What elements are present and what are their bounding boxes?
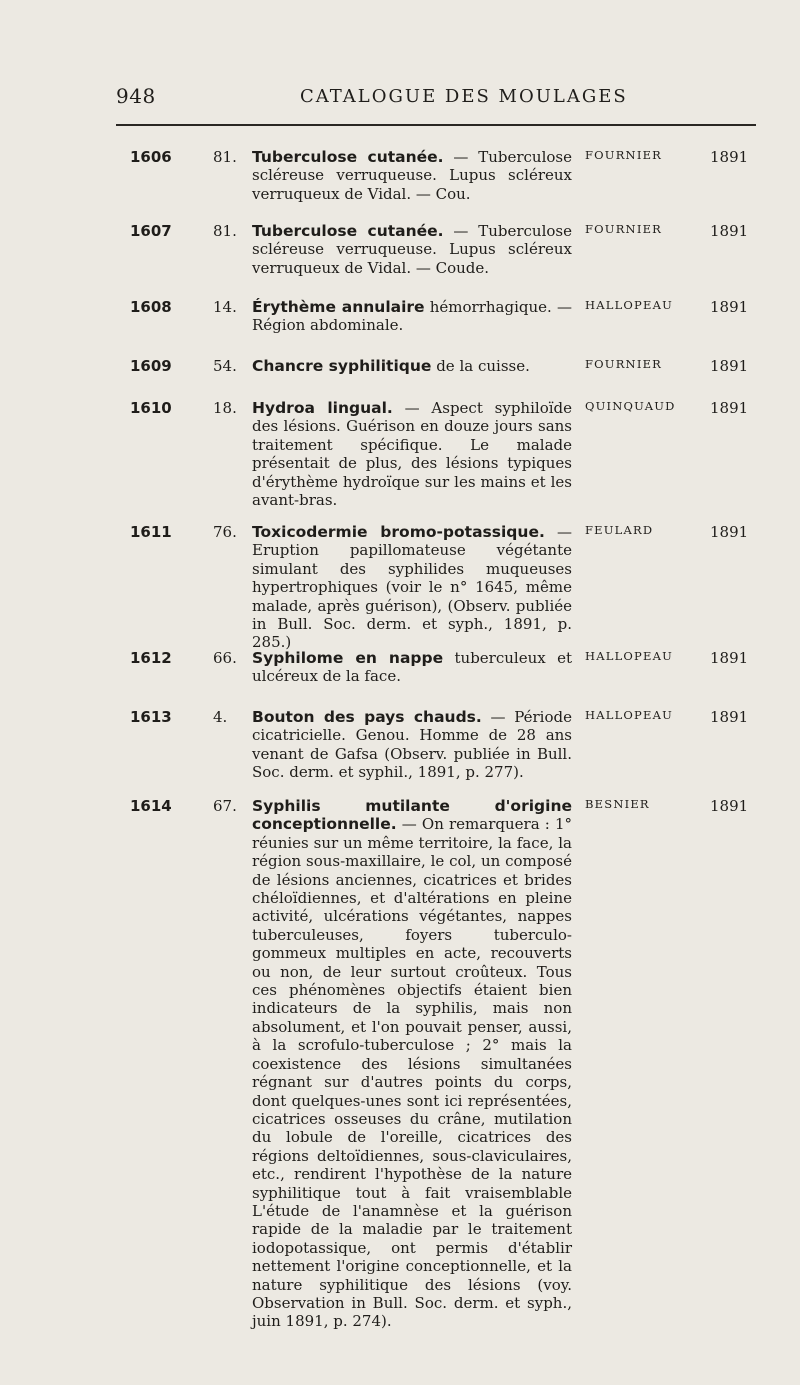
plate-number: 18. [213,399,237,417]
plate-number: 76. [213,523,237,541]
entry-text: tuberculeux et ulcéreux de la face. [252,649,572,686]
entry-title: Tuberculose cutanée. [252,222,444,240]
entry-year: 1891 [710,298,749,316]
entry-year: 1891 [710,523,749,541]
entry-number: 1611 [130,523,172,541]
entry-title: Hydroa lingual. [252,399,393,417]
entry-year: 1891 [710,357,749,375]
entry-number: 1610 [130,399,172,417]
entry-description [252,148,572,203]
entry-author: QUINQUAUD [585,399,676,413]
running-head: CATALOGUE DES MOULAGES [300,86,628,107]
entry-year: 1891 [710,649,749,667]
entry-title: Tuberculose cutanée. [252,148,444,166]
entry-description [252,298,572,335]
entry-year: 1891 [710,222,749,240]
plate-number: 67. [213,797,237,815]
entry-text: — Tuberculose scléreuse verruqueuse. Lupus scléreux verruqueux de Vidal. — Coude. [252,222,572,277]
page-number: 948 [116,84,156,108]
entry-number: 1614 [130,797,172,815]
entry-number: 1612 [130,649,172,667]
entry-author: FEULARD [585,523,654,537]
entry-text: — Aspect syphiloïde des lésions. Guérison en douze jours sans traitement spécifique. Le malade présentait de plus, des lésions typiques d'érythème hydroïque sur les mains et les avant-bras. [252,399,572,510]
entry-title: Chancre syphilitique [252,357,432,375]
entry-description [252,708,572,782]
entry-number: 1608 [130,298,172,316]
entry-year: 1891 [710,148,749,166]
entry-description [252,523,572,652]
entry-year: 1891 [710,708,749,726]
plate-number: 4. [213,708,228,726]
plate-number: 54. [213,357,237,375]
entry-author: FOURNIER [585,148,663,162]
entry-text: — Tuberculose scléreuse verruqueuse. Lupus scléreux verruqueux de Vidal. — Cou. [252,148,572,203]
entry-text: — Eruption papillomateuse végétante simulant des syphilides muqueuses hypertrophiques (voir le n° 1645, même malade, après guérison), (Observ. publiée in Bull. Soc. derm. et syph., 1891, p. 285.) [252,523,572,652]
entry-number: 1607 [130,222,172,240]
entry-text: de la cuisse. [436,357,530,375]
entry-number: 1613 [130,708,172,726]
entry-author: FOURNIER [585,357,663,371]
entry-year: 1891 [710,797,749,815]
entry-year: 1891 [710,399,749,417]
entry-author: HALLOPEAU [585,708,673,722]
entry-title: Bouton des pays chauds. [252,708,482,726]
entry-text: — On remarquera : 1° réunies sur un même territoire, la face, la région sous-maxillaire, le col, un composé de lésions anciennes, cicatrices et brides chéloïdiennes, et d'altérations en pleine activité, ulcérations végétantes, nappes tuberculeuses, foyers tuberculo-gommeux multiples en acte, recouverts ou non, de leur surtout croûteux. Tous ces phénomènes objectifs étaient bien indicateurs de la syphilis, mais non absolument, et l'on pouvait penser, aussi, à la scrofulo-tuberculose ; 2° mais la coexistence des lésions simultanées régnant sur d'autres points du corps, dont quelques-unes sont ici représentées, cicatrices osseuses du crâne, mutilation du lobule de l'oreille, cicatrices des régions deltoïdiennes, sous-claviculaires, etc., rendirent l'hypothèse de la nature syphilitique tout à fait vraisemblable L'étude de l'anamnèse et la guérison rapide de la maladie par le traitement iodopotassique, ont permis d'établir nettement l'origine conceptionnelle, et la nature syphilitique des lésions (voy. Observation in Bull. Soc. derm. et syph., juin 1891, p. 274). [252,815,572,1331]
entry-text: — Période cicatricielle. Genou. Homme de 28 ans venant de Gafsa (Observ. publiée in Bull. Soc. derm. et syphil., 1891, p. 277). [252,708,572,782]
entry-title: Toxicodermie bromo-potassique. [252,523,545,541]
entry-title: Érythème annulaire [252,298,425,316]
plate-number: 81. [213,222,237,240]
entry-description [252,357,572,375]
entry-author: HALLOPEAU [585,649,673,663]
header-rule [116,124,756,126]
entry-author: FOURNIER [585,222,663,236]
plate-number: 81. [213,148,237,166]
entry-description [252,222,572,277]
entry-title: Syphilome en nappe [252,649,444,667]
plate-number: 14. [213,298,237,316]
entry-description [252,797,572,1331]
entry-number: 1609 [130,357,172,375]
entry-description [252,649,572,686]
entry-author: HALLOPEAU [585,298,673,312]
entry-title: Syphilis mutilante d'origine conceptionnelle. [252,797,572,834]
entry-text: hémorrhagique. — Région abdominale. [252,298,572,335]
entry-number: 1606 [130,148,172,166]
entry-author: BESNIER [585,797,650,811]
plate-number: 66. [213,649,237,667]
entry-description [252,399,572,509]
